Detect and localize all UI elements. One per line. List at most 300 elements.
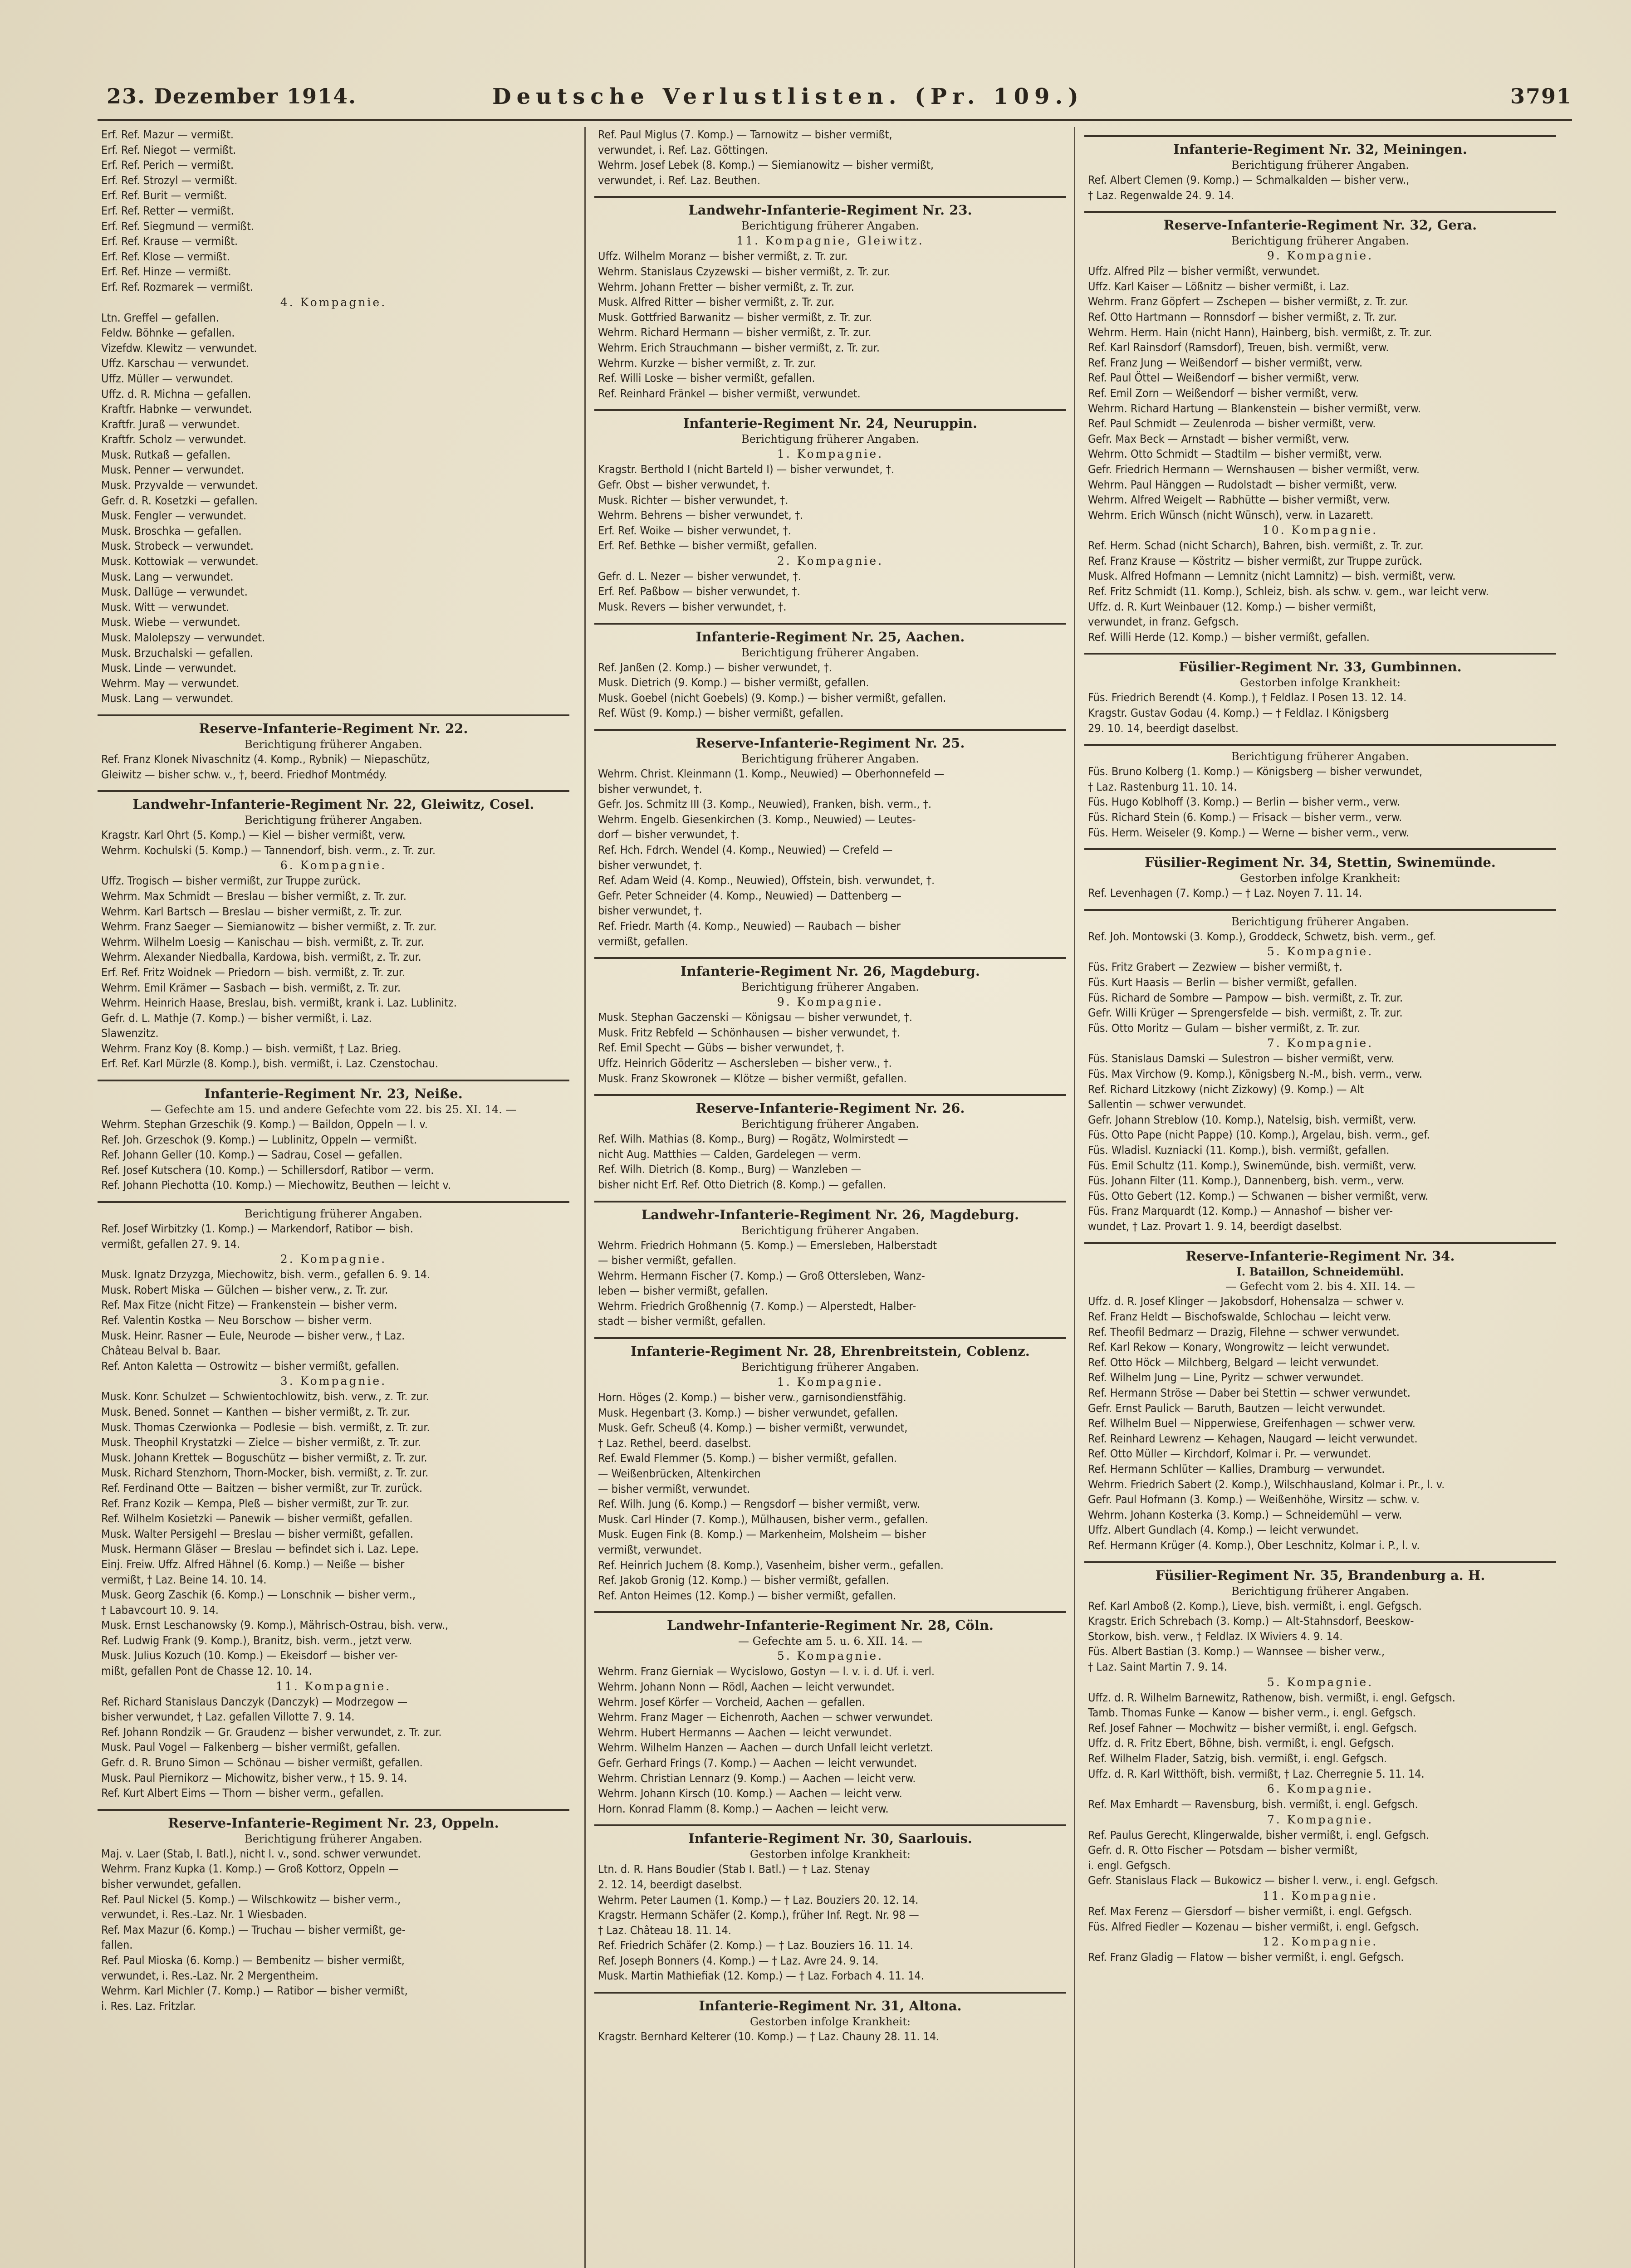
section-rule <box>1084 211 1556 213</box>
casualty-entry: Musk. Goebel (nicht Goebels) (9. Komp.) — bisher vermißt, gefallen. <box>598 691 946 704</box>
casualty-entry: vermißt, † Laz. Beine 14. 10. 14. <box>101 1573 267 1586</box>
casualty-entry: Gefr. d. R. Kosetzki — gefallen. <box>101 494 258 507</box>
page-header <box>98 84 1572 116</box>
regiment-section <box>594 729 1066 766</box>
casualty-entry: Musk. Eugen Fink (8. Komp.) — Markenheim, Molsheim — bisher <box>598 1528 926 1541</box>
company-heading: 9. Kompagnie. <box>1267 249 1374 263</box>
casualty-entry: Ref. Joseph Bonners (4. Komp.) — † Laz. Avre 24. 9. 14. <box>598 1954 879 1967</box>
casualty-entry: verwundet, i. Res.-Laz. Nr. 2 Mergentheim. <box>101 1969 318 1982</box>
casualty-entry: Horn. Konrad Flamm (8. Komp.) — Aachen — leicht verw. <box>598 1802 889 1815</box>
casualty-entry: Musk. Dietrich (9. Komp.) — bisher vermißt, gefallen. <box>598 676 869 689</box>
casualty-entry: Füs. Otto Moritz — Gulam — bisher vermißt, z. Tr. zur. <box>1088 1021 1361 1035</box>
casualty-entry: stadt — bisher vermißt, gefallen. <box>598 1315 766 1328</box>
regiment-section <box>594 409 1066 446</box>
casualty-entry: Wehrm. Friedrich Hohmann (5. Komp.) — Emersleben, Halberstadt <box>598 1238 937 1252</box>
casualty-entry: Ref. Joh. Grzeschok (9. Komp.) — Lublinitz, Oppeln — vermißt. <box>101 1133 417 1146</box>
company-heading: 7. Kompagnie. <box>1267 1036 1374 1050</box>
casualty-entry: Wehrm. Friedrich Sabert (2. Komp.), Wilschhausland, Kolmar i. Pr., l. v. <box>1088 1477 1445 1491</box>
casualty-entry: wundet, † Laz. Provart 1. 9. 14, beerdigt daselbst. <box>1088 1219 1342 1233</box>
regiment-section <box>98 1809 569 1846</box>
casualty-entry: dorf — bisher verwundet, †. <box>598 828 740 841</box>
section-subtitle: Berichtigung früherer Angaben. <box>1231 915 1409 928</box>
section-subtitle: Berichtigung früherer Angaben. <box>1231 1584 1409 1598</box>
section-subtitle: Berichtigung früherer Angaben. <box>1231 235 1409 248</box>
casualty-entry: Ref. Anton Heimes (12. Komp.) — bisher vermißt, gefallen. <box>598 1589 896 1602</box>
casualty-entry: Ref. Ewald Flemmer (5. Komp.) — bisher vermißt, gefallen. <box>598 1452 897 1465</box>
casualty-entry: Wehrm. Alexander Niedballa, Kardowa, bish. vermißt, z. Tr. zur. <box>101 950 421 964</box>
casualty-entry: Musk. Bened. Sonnet — Kanthen — bisher vermißt, z. Tr. zur. <box>101 1405 410 1418</box>
company-heading: 1. Kompagnie. <box>777 447 884 461</box>
casualty-entry: Musk. Linde — verwundet. <box>101 661 237 675</box>
section-subtitle: Berichtigung früherer Angaben. <box>741 1224 919 1237</box>
regiment-title: Reserve-Infanterie-Regiment Nr. 26. <box>696 1100 965 1116</box>
casualty-entry: † Laz. Saint Martin 7. 9. 14. <box>1088 1660 1228 1673</box>
casualty-entry: Musk. Robert Miska — Gülchen — bisher verw., z. Tr. zur. <box>101 1283 388 1296</box>
casualty-entry: Uffz. Karschau — verwundet. <box>101 357 249 370</box>
casualty-entry: Wehrm. Johann Kosterka (3. Komp.) — Schneidemühl — verw. <box>1088 1508 1402 1521</box>
casualty-entry: Ref. Emil Specht — Gübs — bisher verwundet, †. <box>598 1041 845 1055</box>
casualty-entry: Füs. Bruno Kolberg (1. Komp.) — Königsberg — bisher verwundet, <box>1088 765 1423 778</box>
column-divider <box>584 127 586 2268</box>
casualty-entry: Erf. Ref. Krause — vermißt. <box>101 235 238 248</box>
regiment-title: Infanterie-Regiment Nr. 23, Neiße. <box>204 1086 463 1102</box>
casualty-entry: Wehrm. Alfred Weigelt — Rabhütte — bisher vermißt, verw. <box>1088 493 1390 507</box>
regiment-section <box>594 1611 1066 1648</box>
section-rule <box>1084 135 1556 137</box>
regiment-section <box>594 957 1066 994</box>
casualty-entry: Musk. Ignatz Drzyzga, Miechowitz, bish. verm., gefallen 6. 9. 14. <box>101 1268 431 1281</box>
casualty-entry: Ref. Kurt Albert Eims — Thorn — bisher verm., gefallen. <box>101 1786 384 1800</box>
casualty-entry: Ref. Herm. Schad (nicht Scharch), Bahren, bish. vermißt, z. Tr. zur. <box>1088 539 1424 552</box>
casualty-entry: Wehrm. Franz Kupka (1. Komp.) — Groß Kottorz, Oppeln — <box>101 1862 399 1876</box>
casualty-entry: vermißt, gefallen 27. 9. 14. <box>101 1237 240 1251</box>
casualty-entry: Ref. Anton Kaletta — Ostrowitz — bisher vermißt, gefallen. <box>101 1359 400 1373</box>
casualty-entry: Gefr. d. L. Mathje (7. Komp.) — bisher vermißt, i. Laz. <box>101 1011 372 1025</box>
casualty-entry: Wehrm. Karl Michler (7. Komp.) — Ratibor — bisher vermißt, <box>101 1984 408 1998</box>
casualty-entry: Wehrm. Josef Körfer — Vorcheid, Aachen — gefallen. <box>598 1695 865 1709</box>
casualty-entry: Ref. Josef Kutschera (10. Komp.) — Schillersdorf, Ratibor — verm. <box>101 1163 434 1177</box>
casualty-entry: Kragstr. Berthold I (nicht Barteld I) — bisher verwundet, †. <box>598 463 895 476</box>
regiment-title: Füsilier-Regiment Nr. 33, Gumbinnen. <box>1179 659 1462 675</box>
page-number: 3791 <box>1510 84 1572 108</box>
regiment-section <box>98 1201 569 1221</box>
casualty-entry: Musk. Gottfried Barwanitz — bisher vermißt, z. Tr. zur. <box>598 310 872 324</box>
casualty-entry: fallen. <box>101 1938 133 1952</box>
section-rule <box>594 409 1066 411</box>
regiment-title: Reserve-Infanterie-Regiment Nr. 32, Gera. <box>1163 217 1477 233</box>
casualty-entry: Kragstr. Gustav Godau (4. Komp.) — † Feldlaz. I Königsberg <box>1088 706 1389 720</box>
regiment-section <box>594 1992 1066 2029</box>
company-heading: 5. Kompagnie. <box>1267 945 1374 958</box>
casualty-entry: Storkow, bish. verw., † Feldlaz. IX Wiviers 4. 9. 14. <box>1088 1629 1343 1643</box>
casualty-entry: Gefr. Gerhard Frings (7. Komp.) — Aachen — leicht verwundet. <box>598 1756 917 1769</box>
casualty-entry: Musk. Fengler — verwundet. <box>101 509 247 523</box>
casualty-entry: Wehrm. Stephan Grzeschik (9. Komp.) — Baildon, Oppeln — l. v. <box>101 1118 428 1131</box>
casualty-entry: Musk. Franz Skowronek — Klötze — bisher vermißt, gefallen. <box>598 1071 907 1085</box>
section-rule <box>594 1201 1066 1202</box>
casualty-entry: verwundet, i. Ref. Laz. Göttingen. <box>598 143 769 156</box>
casualty-entry: — bisher vermißt, gefallen. <box>598 1254 737 1267</box>
casualty-entry: Ref. Wilh. Dietrich (8. Komp., Burg) — Wanzleben — <box>598 1163 862 1176</box>
casualty-entry: Uffz. Heinrich Göderitz — Aschersleben — bisher verw., †. <box>598 1056 892 1070</box>
casualty-entry: Ref. Albert Clemen (9. Komp.) — Schmalkalden — bisher verw., <box>1088 173 1410 186</box>
section-rule <box>1084 744 1556 746</box>
casualty-entry: Füs. Hugo Koblhoff (3. Komp.) — Berlin — bisher verm., verw. <box>1088 795 1400 809</box>
casualty-entry: Wehrm. Karl Bartsch — Breslau — bisher vermißt, z. Tr. zur. <box>101 904 402 918</box>
casualty-entry: Musk. Revers — bisher verwundet, †. <box>598 600 787 614</box>
casualty-entry: Wehrm. Erich Wünsch (nicht Wünsch), verw. in Lazarett. <box>1088 508 1374 522</box>
casualty-entry: Ref. Max Fitze (nicht Fitze) — Frankenstein — bisher verm. <box>101 1298 397 1312</box>
regiment-title: Reserve-Infanterie-Regiment Nr. 23, Oppeln. <box>168 1815 499 1831</box>
company-heading: 2. Kompagnie. <box>280 1252 387 1266</box>
casualty-entry: Ref. Hermann Schlüter — Kallies, Dramburg — verwundet. <box>1088 1462 1385 1476</box>
company-heading: 11. Kompagnie, Gleiwitz. <box>736 234 924 248</box>
casualty-entry: Wehrm. Otto Schmidt — Stadtilm — bisher vermißt, verw. <box>1088 447 1382 461</box>
regiment-section <box>594 1201 1066 1238</box>
casualty-entry: Ref. Hch. Fdrch. Wendel (4. Komp., Neuwied) — Crefeld — <box>598 843 893 856</box>
regiment-section <box>1084 211 1556 248</box>
casualty-entry: Musk. Fritz Rebfeld — Schönhausen — bisher verwundet, †. <box>598 1026 901 1039</box>
casualty-entry: Wehrm. Josef Lebek (8. Komp.) — Siemianowitz — bisher vermißt, <box>598 158 934 172</box>
casualty-entry: verwundet, in franz. Gefgsch. <box>1088 615 1239 629</box>
casualty-entry: Ref. Johann Geller (10. Komp.) — Sadrau, Cosel — gefallen. <box>101 1148 403 1162</box>
casualty-entry: Füs. Richard de Sombre — Pampow — bish. vermißt, z. Tr. zur. <box>1088 991 1403 1004</box>
casualty-entry: Ref. Paul Miglus (7. Komp.) — Tarnowitz — bisher vermißt, <box>598 128 892 141</box>
casualty-entry: Musk. Paul Vogel — Falkenberg — bisher vermißt, gefallen. <box>101 1740 401 1754</box>
column-3 <box>1084 127 1556 1965</box>
issue-date: 23. Dezember 1914. <box>107 84 357 108</box>
section-subtitle: Gestorben infolge Krankheit: <box>749 2015 911 2028</box>
casualty-entry: Ref. Joh. Montowski (3. Komp.), Groddeck, Schwetz, bish. verm., gef. <box>1088 929 1436 943</box>
casualty-entry: Wehrm. Stanislaus Czyzewski — bisher vermißt, z. Tr. zur. <box>598 264 891 278</box>
casualty-entry: Uffz. d. R. Karl Witthöft, bish. vermißt, † Laz. Cherregnie 5. 11. 14. <box>1088 1767 1425 1780</box>
casualty-entry: Ref. Richard Stanislaus Danczyk (Danczyk) — Modrzegow — <box>101 1695 408 1708</box>
casualty-entry: Wehrm. Johann Kirsch (10. Komp.) — Aachen — leicht verw. <box>598 1787 902 1800</box>
casualty-entry: i. engl. Gefgsch. <box>1088 1858 1171 1872</box>
casualty-entry: Erf. Ref. Bethke — bisher vermißt, gefallen. <box>598 539 818 552</box>
casualty-entry: Uffz. Trogisch — bisher vermißt, zur Truppe zurück. <box>101 874 361 888</box>
section-rule <box>594 729 1066 731</box>
casualty-entry: Gefr. d. R. Otto Fischer — Potsdam — bisher vermißt, <box>1088 1843 1358 1857</box>
casualty-entry: i. Res. Laz. Fritzlar. <box>101 1999 196 2013</box>
casualty-entry: Gefr. d. R. Bruno Simon — Schönau — bisher vermißt, gefallen. <box>101 1756 423 1769</box>
casualty-entry: Musk. Strobeck — verwundet. <box>101 539 254 553</box>
casualty-entry: Wehrm. Kochulski (5. Komp.) — Tannendorf, bish. verm., z. Tr. zur. <box>101 843 436 857</box>
casualty-entry: Füs. Otto Gebert (12. Komp.) — Schwanen — bisher vermißt, verw. <box>1088 1189 1429 1202</box>
casualty-entry: Ref. Paul Schmidt — Zeulenroda — bisher vermißt, verw. <box>1088 417 1376 430</box>
section-subtitle: Berichtigung früherer Angaben. <box>245 814 422 827</box>
section-rule <box>594 1611 1066 1613</box>
casualty-entry: verwundet, i. Res.-Laz. Nr. 1 Wiesbaden. <box>101 1908 307 1921</box>
casualty-entry: Füs. Emil Schultz (11. Komp.), Swinemünde, bish. vermißt, verw. <box>1088 1158 1416 1172</box>
casualty-entry: Uffz. Karl Kaiser — Lößnitz — bisher vermißt, i. Laz. <box>1088 279 1350 293</box>
casualty-entry: Musk. Paul Piernikorz — Michowitz, bisher verw., † 15. 9. 14. <box>101 1771 407 1784</box>
section-rule <box>594 1992 1066 1994</box>
casualty-entry: bisher verwundet, †. <box>598 858 702 872</box>
regiment-section <box>1084 1561 1556 1598</box>
casualty-entry: Erf. Ref. Mazur — vermißt. <box>101 128 234 141</box>
casualty-entry: Wehrm. Engelb. Giesenkirchen (3. Komp., Neuwied) — Leutes- <box>598 812 916 826</box>
company-heading: 12. Kompagnie. <box>1262 1935 1378 1949</box>
casualty-entry: Ref. Franz Klonek Nivaschnitz (4. Komp., Rybnik) — Niepaschütz, <box>101 752 430 766</box>
casualty-entry: Ref. Josef Wirbitzky (1. Komp.) — Markendorf, Ratibor — bish. <box>101 1222 413 1236</box>
casualty-entry: Ref. Reinhard Fränkel — bisher vermißt, verwundet. <box>598 386 861 400</box>
casualty-entry: Musk. Lang — verwundet. <box>101 570 234 583</box>
casualty-entry: Ref. Paulus Gerecht, Klingerwalde, bisher vermißt, i. engl. Gefgsch. <box>1088 1828 1430 1842</box>
casualty-entry: Füs. Stanislaus Damski — Sulestron — bisher vermißt, verw. <box>1088 1052 1395 1066</box>
section-rule <box>98 1080 569 1081</box>
company-heading: 2. Kompagnie. <box>777 554 884 567</box>
casualty-entry: Erf. Ref. Klose — vermißt. <box>101 249 230 263</box>
casualty-entry: Musk. Gefr. Scheuß (4. Komp.) — bisher vermißt, verwundet, <box>598 1421 908 1435</box>
section-subtitle: Berichtigung früherer Angaben. <box>1231 159 1409 171</box>
company-heading: 11. Kompagnie. <box>1262 1889 1378 1903</box>
section-subtitle: Gestorben infolge Krankheit: <box>1239 872 1401 885</box>
section-subtitle: Berichtigung früherer Angaben. <box>741 1118 919 1131</box>
casualty-entry: Wehrm. Franz Koy (8. Komp.) — bish. vermißt, † Laz. Brieg. <box>101 1041 402 1055</box>
casualty-entry: Wehrm. Johann Nonn — Rödl, Aachen — leicht verwundet. <box>598 1680 895 1693</box>
casualty-entry: Wehrm. Franz Gierniak — Wycislowo, Gostyn — l. v. i. d. Uf. i. verl. <box>598 1665 935 1678</box>
casualty-entry: Gefr. d. L. Nezer — bisher verwundet, †. <box>598 569 801 583</box>
casualty-entry: Gefr. Paul Hofmann (3. Komp.) — Weißenhöhe, Wirsitz — schw. v. <box>1088 1493 1420 1506</box>
casualty-entry: Musk. Witt — verwundet. <box>101 600 230 614</box>
casualty-entry: Wehrm. Johann Fretter — bisher vermißt, z. Tr. zur. <box>598 280 854 293</box>
section-subtitle: Gestorben infolge Krankheit: <box>749 1848 911 1861</box>
casualty-entry: Wehrm. Franz Göpfert — Zschepen — bisher vermißt, z. Tr. zur. <box>1088 295 1408 308</box>
casualty-entry: Erf. Ref. Burit — vermißt. <box>101 189 227 202</box>
casualty-entry: Ref. Paul Nickel (5. Komp.) — Wilschkowitz — bisher verm., <box>101 1892 401 1906</box>
section-subtitle: I. Bataillon, Schneidemühl. <box>1236 1265 1404 1279</box>
casualty-entry: Ref. Emil Zorn — Weißendorf — bisher vermißt, verw. <box>1088 386 1359 400</box>
casualty-entry: Kragstr. Karl Ohrt (5. Komp.) — Kiel — bisher vermißt, verw. <box>101 828 406 842</box>
casualty-entry: Kragstr. Erich Schrebach (3. Komp.) — Alt-Stahnsdorf, Beeskow- <box>1088 1614 1414 1628</box>
casualty-entry: Wehrm. Paul Hänggen — Rudolstadt — bisher vermißt, verw. <box>1088 478 1397 491</box>
casualty-entry: Musk. Richter — bisher verwundet, †. <box>598 493 789 507</box>
casualty-entry: Musk. Carl Hinder (7. Komp.), Mülhausen, bisher verm., gefallen. <box>598 1512 928 1526</box>
casualty-entry: † Laz. Château 18. 11. 14. <box>598 1923 731 1937</box>
casualty-entry: Musk. Penner — verwundet. <box>101 463 244 477</box>
regiment-title: Landwehr-Infanterie-Regiment Nr. 26, Magdeburg. <box>641 1207 1019 1222</box>
casualty-entry: Gefr. Obst — bisher verwundet, †. <box>598 478 770 491</box>
casualty-entry: Feldw. Böhnke — gefallen. <box>101 326 235 340</box>
regiment-title: Infanterie-Regiment Nr. 32, Meiningen. <box>1173 142 1467 157</box>
casualty-entry: Ref. Ferdinand Otte — Baitzen — bisher vermißt, zur Tr. zurück. <box>101 1481 423 1495</box>
casualty-entry: Musk. Dallüge — verwundet. <box>101 585 248 599</box>
regiment-title: Infanterie-Regiment Nr. 26, Magdeburg. <box>681 963 980 979</box>
casualty-entry: Füs. Otto Pape (nicht Pappe) (10. Komp.), Argelau, bish. verm., gef. <box>1088 1128 1430 1142</box>
regiment-section <box>1084 1242 1556 1294</box>
casualty-entry: Wehrm. Franz Mager — Eichenroth, Aachen — schwer verwundet. <box>598 1711 933 1724</box>
company-heading: 6. Kompagnie. <box>280 859 387 872</box>
company-heading: 1. Kompagnie. <box>777 1375 884 1389</box>
casualty-entry: Tamb. Thomas Funke — Kanow — bisher verm., i. engl. Gefgsch. <box>1088 1706 1416 1720</box>
casualty-entry: Gefr. Johann Streblow (10. Komp.), Natelsig, bish. vermißt, verw. <box>1088 1113 1416 1126</box>
section-rule <box>98 714 569 716</box>
regiment-title: Infanterie-Regiment Nr. 30, Saarlouis. <box>688 1831 972 1847</box>
casualty-entry: Ref. Heinrich Juchem (8. Komp.), Vasenheim, bisher verm., gefallen. <box>598 1558 944 1572</box>
casualty-entry: Uffz. Müller — verwundet. <box>101 371 234 385</box>
regiment-section <box>594 1824 1066 1862</box>
section-subtitle: Berichtigung früherer Angaben. <box>741 646 919 659</box>
casualty-entry: Ref. Friedrich Schäfer (2. Komp.) — † Laz. Bouziers 16. 11. 14. <box>598 1939 913 1952</box>
casualty-entry: Füs. Herm. Weiseler (9. Komp.) — Werne — bisher verm., verw. <box>1088 826 1409 839</box>
casualty-entry: Füs. Richard Stein (6. Komp.) — Frisack — bisher verm., verw. <box>1088 811 1402 824</box>
casualty-entry: Ref. Otto Höck — Milchberg, Belgard — leicht verwundet. <box>1088 1355 1379 1369</box>
casualty-entry: Wehrm. Max Schmidt — Breslau — bisher vermißt, z. Tr. zur. <box>101 889 407 903</box>
casualty-entry: Gefr. Max Beck — Arnstadt — bisher vermißt, verw. <box>1088 432 1349 445</box>
casualty-entry: Gefr. Stanislaus Flack — Bukowicz — bisher l. verw., i. engl. Gefgsch. <box>1088 1874 1439 1887</box>
section-subtitle: Berichtigung früherer Angaben. <box>245 1207 422 1221</box>
regiment-title: Infanterie-Regiment Nr. 24, Neuruppin. <box>683 415 978 431</box>
casualty-entry: Ref. Max Ferenz — Giersdorf — bisher vermißt, i. engl. Gefgsch. <box>1088 1905 1412 1918</box>
casualty-entry: bisher verwundet, †. <box>598 904 702 918</box>
casualty-entry: Kraftfr. Habnke — verwundet. <box>101 402 252 416</box>
casualty-entry: Ref. Valentin Kostka — Neu Borschow — bisher verm. <box>101 1314 372 1327</box>
section-rule <box>98 1809 569 1811</box>
regiment-section <box>98 1080 569 1117</box>
regiment-section <box>594 1337 1066 1374</box>
casualty-entry: † Labavcourt 10. 9. 14. <box>101 1603 219 1617</box>
casualty-entry: Musk. Wiebe — verwundet. <box>101 616 240 629</box>
section-rule <box>1084 1242 1556 1244</box>
casualty-entry: Uffz. d. R. Fritz Ebert, Böhne, bish. vermißt, i. engl. Gefgsch. <box>1088 1736 1395 1750</box>
casualty-entry: † Laz. Rastenburg 11. 10. 14. <box>1088 780 1237 793</box>
casualty-entry: Gefr. Peter Schneider (4. Komp., Neuwied) — Dattenberg — <box>598 889 901 902</box>
casualty-entry: Musk. Alfred Hofmann — Lemnitz (nicht Lamnitz) — bish. vermißt, verw. <box>1088 569 1456 583</box>
casualty-entry: Uffz. Albert Gundlach (4. Komp.) — leicht verwundet. <box>1088 1523 1359 1537</box>
section-subtitle: — Gefechte am 15. und andere Gefechte vom 22. bis 25. XI. 14. — <box>150 1103 517 1116</box>
casualty-entry: Füs. Friedrich Berendt (4. Komp.), † Feldlaz. I Posen 13. 12. 14. <box>1088 691 1407 704</box>
casualty-entry: Ref. Max Mazur (6. Komp.) — Truchau — bisher vermißt, ge- <box>101 1923 406 1936</box>
casualty-entry: Erf. Ref. Strozyl — vermißt. <box>101 173 238 187</box>
casualty-entry: Erf. Ref. Karl Mürzle (8. Komp.), bish. vermißt, i. Laz. Czenstochau. <box>101 1057 439 1070</box>
casualty-entry: Ref. Adam Weid (4. Komp., Neuwied), Offstein, bish. verwundet, †. <box>598 874 935 887</box>
casualty-entry: Erf. Ref. Retter — vermißt. <box>101 204 234 217</box>
casualty-entry: Ref. Wilhelm Kosietzki — Panewik — bisher vermißt, gefallen. <box>101 1512 413 1525</box>
company-heading: 11. Kompagnie. <box>275 1679 392 1693</box>
casualty-entry: Musk. Broschka — gefallen. <box>101 524 242 538</box>
casualty-entry: Gefr. Friedrich Hermann — Wernshausen — bisher vermißt, verw. <box>1088 462 1420 476</box>
section-rule <box>594 1824 1066 1826</box>
casualty-entry: Wehrm. Friedrich Großhennig (7. Komp.) — Alperstedt, Halber- <box>598 1299 916 1313</box>
regiment-section <box>1084 909 1556 929</box>
section-rule <box>594 196 1066 198</box>
casualty-entry: Füs. Alfred Fiedler — Kozenau — bisher vermißt, i. engl. Gefgsch. <box>1088 1920 1419 1933</box>
casualty-entry: Wehrm. Hermann Fischer (7. Komp.) — Groß Ottersleben, Wanz- <box>598 1269 925 1282</box>
casualty-entry: Wehrm. Richard Hermann — bisher vermißt, z. Tr. zur. <box>598 326 872 339</box>
casualty-entry: Ltn. d. R. Hans Boudier (Stab I. Batl.) — † Laz. Stenay <box>598 1862 870 1876</box>
regiment-title: Landwehr-Infanterie-Regiment Nr. 23. <box>688 202 972 218</box>
casualty-entry: Ref. Karl Amboß (2. Komp.), Lieve, bish. vermißt, i. engl. Gefgsch. <box>1088 1599 1422 1613</box>
casualty-entry: Ref. Wilhelm Jung — Line, Pyritz — schwer verwundet. <box>1088 1371 1364 1384</box>
casualty-entry: Wehrm. Herm. Hain (nicht Hann), Hainberg, bish. vermißt, z. Tr. zur. <box>1088 325 1432 339</box>
regiment-section <box>1084 744 1556 764</box>
section-subtitle: Berichtigung früherer Angaben. <box>741 220 919 233</box>
casualty-entry: Ref. Janßen (2. Komp.) — bisher verwundet, †. <box>598 660 832 674</box>
casualty-entry: Musk. Rutkaß — gefallen. <box>101 448 231 461</box>
casualty-entry: Wehrm. Franz Saeger — Siemianowitz — bisher vermißt, z. Tr. zur. <box>101 920 437 934</box>
regiment-title: Füsilier-Regiment Nr. 35, Brandenburg a. H. <box>1155 1567 1485 1583</box>
company-heading: 7. Kompagnie. <box>1267 1813 1374 1826</box>
casualty-entry: Gefr. Jos. Schmitz III (3. Komp., Neuwied), Franken, bish. verm., †. <box>598 797 932 811</box>
casualty-entry: Ref. Willi Loske — bisher vermißt, gefallen. <box>598 371 815 385</box>
casualty-entry: Musk. Theophil Krystatzki — Zielce — bisher vermißt, z. Tr. zur. <box>101 1436 421 1449</box>
casualty-entry: Ref. Richard Litzkowy (nicht Zizkowy) (9. Komp.) — Alt <box>1088 1082 1364 1096</box>
casualty-entry: Wehrm. Peter Laumen (1. Komp.) — † Laz. Bouziers 20. 12. 14. <box>598 1893 919 1906</box>
casualty-entry: Ref. Hermann Ströse — Daber bei Stettin — schwer verwundet. <box>1088 1386 1411 1400</box>
casualty-entry: Ref. Max Emhardt — Ravensburg, bish. vermißt, i. engl. Gefgsch. <box>1088 1798 1418 1811</box>
casualty-entry: Gefr. Willi Krüger — Sprengersfelde — bish. vermißt, z. Tr. zur. <box>1088 1006 1403 1020</box>
section-subtitle: Berichtigung früherer Angaben. <box>245 1832 422 1845</box>
regiment-title: Infanterie-Regiment Nr. 31, Altona. <box>699 1998 962 2014</box>
casualty-entry: Ref. Johann Rondzik — Gr. Graudenz — bisher verwundet, z. Tr. zur. <box>101 1725 442 1739</box>
casualty-entry: Musk. Konr. Schulzet — Schwientochlowitz, bish. verw., z. Tr. zur. <box>101 1390 429 1403</box>
casualty-entry: — Weißenbrücken, Altenkirchen <box>598 1467 761 1481</box>
casualty-entry: Kraftfr. Scholz — verwundet. <box>101 433 247 446</box>
casualty-entry: Wehrm. May — verwundet. <box>101 676 240 690</box>
casualty-entry: Gefr. Ernst Paulick — Baruth, Bautzen — leicht verwundet. <box>1088 1401 1386 1415</box>
casualty-entry: Musk. Walter Persigehl — Breslau — bisher vermißt, gefallen. <box>101 1527 413 1540</box>
casualty-entry: Erf. Ref. Rozmarek — vermißt. <box>101 280 253 293</box>
casualty-entry: verwundet, i. Ref. Laz. Beuthen. <box>598 173 761 187</box>
casualty-entry: Uffz. Alfred Pilz — bisher vermißt, verwundet. <box>1088 264 1320 278</box>
regiment-title: Reserve-Infanterie-Regiment Nr. 22. <box>199 720 468 736</box>
casualty-entry: Wehrm. Wilhelm Hanzen — Aachen — durch Unfall leicht verletzt. <box>598 1741 933 1755</box>
casualty-entry: Ref. Wilhelm Buel — Nipperwiese, Greifenhagen — schwer verw. <box>1088 1417 1415 1430</box>
casualty-entry: Wehrm. Erich Strauchmann — bisher vermißt, z. Tr. zur. <box>598 341 880 354</box>
casualty-entry: Erf. Ref. Perich — vermißt. <box>101 158 234 172</box>
casualty-entry: Musk. Georg Zaschik (6. Komp.) — Lonschnik — bisher verm., <box>101 1588 416 1602</box>
casualty-entry: Ref. Franz Heldt — Bischofswalde, Schlochau — leicht verw. <box>1088 1310 1391 1324</box>
casualty-entry: Füs. Fritz Grabert — Zezwiew — bisher vermißt, †. <box>1088 960 1342 974</box>
casualty-entry: Musk. Hegenbart (3. Komp.) — bisher verwundet, gefallen. <box>598 1406 898 1419</box>
casualty-entry: Erf. Ref. Niegot — vermißt. <box>101 143 236 156</box>
casualty-entry: Musk. Brzuchalski — gefallen. <box>101 646 254 660</box>
company-heading: 4. Kompagnie. <box>280 295 387 309</box>
casualty-entry: Ref. Franz Jung — Weißendorf — bisher vermißt, verw. <box>1088 356 1363 369</box>
casualty-entry: Einj. Freiw. Uffz. Alfred Hähnel (6. Komp.) — Neiße — bisher <box>101 1557 405 1571</box>
casualty-entry: bisher verwundet, gefallen. <box>101 1877 241 1891</box>
regiment-section <box>594 1094 1066 1131</box>
casualty-entry: Musk. Richard Stenzhorn, Thorn-Mocker, bish. vermißt, z. Tr. zur. <box>101 1466 429 1480</box>
casualty-entry: Ref. Willi Herde (12. Komp.) — bisher vermißt, gefallen. <box>1088 630 1370 644</box>
casualty-entry: Uffz. d. R. Josef Klinger — Jakobsdorf, Hohensalza — schwer v. <box>1088 1295 1404 1308</box>
section-rule <box>1084 1561 1556 1563</box>
casualty-entry: Ltn. Greffel — gefallen. <box>101 311 219 324</box>
casualty-entry: Kragstr. Bernhard Kelterer (10. Komp.) — † Laz. Chauny 28. 11. 14. <box>598 2030 940 2043</box>
section-subtitle: Berichtigung früherer Angaben. <box>741 433 919 446</box>
casualty-entry: Gleiwitz — bisher schw. v., †, beerd. Friedhof Montmédy. <box>101 767 387 781</box>
casualty-entry: Ref. Fritz Schmidt (11. Komp.), Schleiz, bish. als schw. v. gem., war leicht verw. <box>1088 585 1489 598</box>
casualty-entry: vermißt, gefallen. <box>598 934 688 948</box>
casualty-entry: 29. 10. 14, beerdigt daselbst. <box>1088 721 1239 735</box>
casualty-entry: Horn. Höges (2. Komp.) — bisher verw., garnisondienstfähig. <box>598 1391 906 1404</box>
column-2 <box>594 127 1066 2044</box>
casualty-entry: nicht Aug. Matthies — Calden, Gardelegen — verm. <box>598 1147 861 1161</box>
casualty-entry: Füs. Kurt Haasis — Berlin — bisher vermißt, gefallen. <box>1088 975 1357 989</box>
casualty-entry: bisher verwundet, † Laz. gefallen Villotte 7. 9. 14. <box>101 1710 355 1724</box>
regiment-section <box>98 790 569 827</box>
casualty-entry: Musk. Ernst Leschanowsky (9. Komp.), Mährisch-Ostrau, bish. verw., <box>101 1618 448 1632</box>
casualty-entry: Füs. Wladisl. Kuzniacki (11. Komp.), bish. vermißt, gefallen. <box>1088 1143 1390 1157</box>
casualty-entry: Erf. Ref. Siegmund — vermißt. <box>101 219 254 233</box>
casualty-entry: Ref. Reinhard Lewrenz — Kehagen, Naugard — leicht verwundet. <box>1088 1432 1418 1445</box>
company-heading: 10. Kompagnie. <box>1262 523 1378 537</box>
section-rule <box>98 1201 569 1203</box>
header-rule <box>98 119 1572 121</box>
casualty-entry: Vizefdw. Klewitz — verwundet. <box>101 341 257 355</box>
casualty-entry: 2. 12. 14, beerdigt daselbst. <box>598 1877 742 1891</box>
